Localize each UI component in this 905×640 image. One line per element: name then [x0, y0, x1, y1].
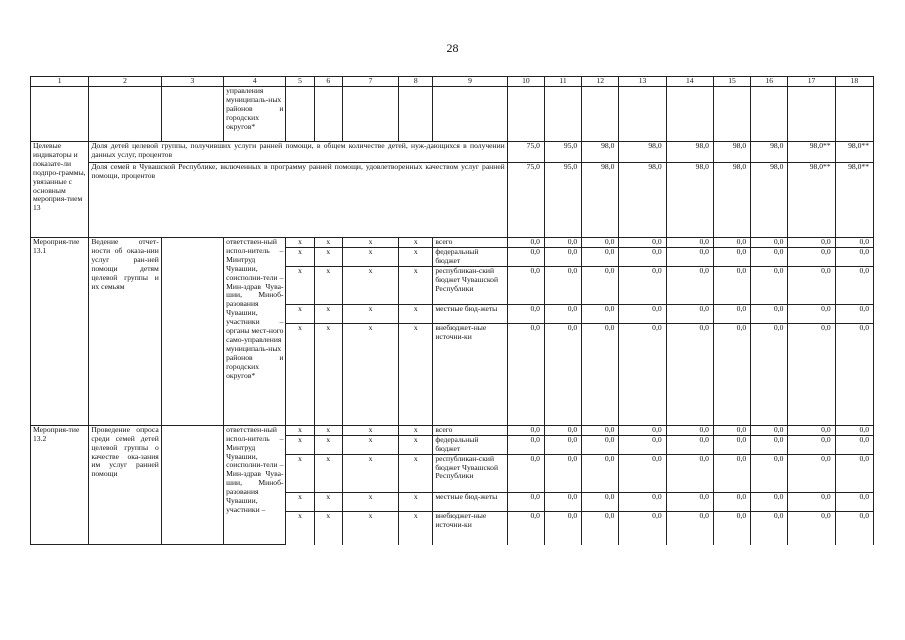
funding-value: 0,0 — [835, 511, 873, 545]
column-number-cell: 3 — [161, 77, 223, 87]
empty-cell — [89, 87, 161, 142]
funding-value: 0,0 — [619, 511, 666, 545]
mark-cell: x — [342, 323, 398, 425]
empty-cell — [31, 87, 89, 142]
indicator-value: 98,0 — [751, 163, 788, 238]
mark-cell: x — [342, 266, 398, 304]
mark-cell: x — [286, 511, 314, 545]
funding-value: 0,0 — [788, 304, 835, 323]
funding-value: 0,0 — [544, 266, 581, 304]
funding-value: 0,0 — [544, 492, 581, 511]
indicator-value: 95,0 — [544, 142, 581, 163]
empty-cell — [286, 87, 314, 142]
funding-value: 0,0 — [788, 492, 835, 511]
funding-value: 0,0 — [507, 266, 544, 304]
indicator-value: 98,0 — [713, 163, 750, 238]
column-number-cell: 7 — [342, 77, 398, 87]
funding-value: 0,0 — [582, 454, 619, 492]
funding-value: 0,0 — [835, 248, 873, 267]
funding-value: 0,0 — [619, 454, 666, 492]
funding-value: 0,0 — [582, 435, 619, 454]
mark-cell: x — [342, 425, 398, 435]
column-number-cell: 1 — [31, 77, 89, 87]
funding-value: 0,0 — [713, 304, 750, 323]
funding-value: 0,0 — [619, 435, 666, 454]
funding-value: 0,0 — [619, 266, 666, 304]
activity-executor: ответствен-ный испол-нитель – Минтруд Чувашии, соисполни-тели – Мин-здрав Чува-шии, Миноб-разования Чувашии, участники – органы мест-ного само-управления муниципаль-ных районов и городских округов* — [224, 238, 286, 426]
column-number-cell: 9 — [433, 77, 507, 87]
mark-cell: x — [314, 492, 342, 511]
indicator-label: Целевые индикаторы и показате-ли подпро-граммы, увязанные с основным мероприя-тием 13 — [31, 142, 89, 238]
funding-source: федеральный бюджет — [433, 435, 507, 454]
mark-cell: x — [399, 425, 433, 435]
indicator-value: 98,0 — [582, 142, 619, 163]
mark-cell: x — [342, 304, 398, 323]
funding-value: 0,0 — [507, 511, 544, 545]
mark-cell: x — [286, 304, 314, 323]
column-number-cell: 14 — [666, 77, 713, 87]
funding-value: 0,0 — [666, 248, 713, 267]
mark-cell: x — [399, 266, 433, 304]
funding-value: 0,0 — [713, 511, 750, 545]
funding-value: 0,0 — [544, 454, 581, 492]
funding-source: внебюджет-ные источни-ки — [433, 511, 507, 545]
mark-cell: x — [286, 425, 314, 435]
mark-cell: x — [286, 323, 314, 425]
funding-value: 0,0 — [544, 304, 581, 323]
column-number-cell: 16 — [751, 77, 788, 87]
empty-cell — [507, 87, 544, 142]
indicator-value: 98,0 — [619, 142, 666, 163]
funding-value: 0,0 — [507, 323, 544, 425]
empty-cell — [788, 87, 835, 142]
funding-value: 0,0 — [507, 492, 544, 511]
indicator-value: 98,0 — [751, 142, 788, 163]
funding-value: 0,0 — [507, 304, 544, 323]
funding-value: 0,0 — [751, 511, 788, 545]
mark-cell: x — [399, 492, 433, 511]
funding-value: 0,0 — [582, 323, 619, 425]
column-number-cell: 15 — [713, 77, 750, 87]
funding-value: 0,0 — [619, 304, 666, 323]
funding-value: 0,0 — [619, 492, 666, 511]
funding-value: 0,0 — [713, 425, 750, 435]
activity-executor: ответствен-ный испол-нитель – Минтруд Чувашии, соисполни-тели – Мин-здрав Чува-шии, Миноб-разования Чувашии, участники – — [224, 425, 286, 544]
funding-value: 0,0 — [788, 248, 835, 267]
funding-value: 0,0 — [582, 248, 619, 267]
empty-cell — [619, 87, 666, 142]
mark-cell: x — [399, 323, 433, 425]
funding-value: 0,0 — [751, 238, 788, 248]
funding-value: 0,0 — [544, 435, 581, 454]
indicator-value: 75,0 — [507, 163, 544, 238]
indicator-row — [31, 163, 874, 238]
funding-source: внебюджет-ные источни-ки — [433, 323, 507, 425]
empty-cell — [161, 87, 223, 142]
activity-label: Мероприя-тие 13.2 — [31, 425, 89, 544]
mark-cell: x — [314, 435, 342, 454]
funding-value: 0,0 — [835, 435, 873, 454]
mark-cell: x — [286, 238, 314, 248]
funding-value: 0,0 — [507, 425, 544, 435]
continuation-row — [31, 87, 874, 142]
mark-cell: x — [399, 435, 433, 454]
mark-cell: x — [314, 304, 342, 323]
activity-label: Мероприя-тие 13.1 — [31, 238, 89, 426]
funding-value: 0,0 — [619, 425, 666, 435]
indicator-value: 95,0 — [544, 163, 581, 238]
funding-value: 0,0 — [788, 511, 835, 545]
column-number-cell: 11 — [544, 77, 581, 87]
funding-value: 0,0 — [788, 323, 835, 425]
funding-value: 0,0 — [666, 238, 713, 248]
mark-cell: x — [342, 511, 398, 545]
funding-value: 0,0 — [713, 266, 750, 304]
empty-cell — [582, 87, 619, 142]
funding-value: 0,0 — [751, 435, 788, 454]
mark-cell: x — [314, 511, 342, 545]
empty-cell — [713, 87, 750, 142]
funding-value: 0,0 — [544, 425, 581, 435]
funding-row — [31, 425, 874, 435]
mark-cell: x — [399, 304, 433, 323]
funding-value: 0,0 — [713, 435, 750, 454]
program-table — [30, 76, 874, 545]
mark-cell: x — [314, 425, 342, 435]
column-number-cell: 2 — [89, 77, 161, 87]
mark-cell: x — [399, 454, 433, 492]
funding-value: 0,0 — [788, 425, 835, 435]
funding-value: 0,0 — [507, 248, 544, 267]
empty-cell — [399, 87, 433, 142]
activity-empty-cell — [161, 425, 223, 544]
funding-value: 0,0 — [582, 511, 619, 545]
funding-value: 0,0 — [582, 238, 619, 248]
indicator-text: Доля семей в Чувашской Республике, включенных в программу ранней помощи, удовлетворенных качеством услуг ранней помощи, процентов — [89, 163, 507, 238]
indicator-value: 98,0 — [582, 163, 619, 238]
activity-name: Проведение опроса среди семей детей целевой группы о качестве ока-зания им услуг ранней помощи — [89, 425, 161, 544]
funding-value: 0,0 — [835, 323, 873, 425]
indicator-value: 98,0** — [835, 163, 873, 238]
funding-value: 0,0 — [835, 454, 873, 492]
column-number-cell: 6 — [314, 77, 342, 87]
indicator-row — [31, 142, 874, 163]
mark-cell: x — [399, 248, 433, 267]
funding-value: 0,0 — [713, 492, 750, 511]
mark-cell: x — [342, 238, 398, 248]
indicator-text: Доля детей целевой группы, получивших услуги ранней помощи, в общем количестве детей, нуж-дающихся в получении данных услуг, процентов — [89, 142, 507, 163]
column-number-cell: 12 — [582, 77, 619, 87]
indicator-value: 98,0 — [713, 142, 750, 163]
mark-cell: x — [342, 435, 398, 454]
empty-cell — [314, 87, 342, 142]
funding-value: 0,0 — [582, 266, 619, 304]
funding-value: 0,0 — [835, 425, 873, 435]
mark-cell: x — [342, 454, 398, 492]
funding-value: 0,0 — [835, 238, 873, 248]
indicator-value: 75,0 — [507, 142, 544, 163]
indicator-value: 98,0 — [666, 163, 713, 238]
funding-value: 0,0 — [619, 248, 666, 267]
funding-value: 0,0 — [751, 492, 788, 511]
empty-cell — [544, 87, 581, 142]
empty-cell — [666, 87, 713, 142]
mark-cell: x — [399, 511, 433, 545]
column-number-cell: 4 — [224, 77, 286, 87]
mark-cell: x — [399, 238, 433, 248]
funding-value: 0,0 — [582, 304, 619, 323]
empty-cell — [433, 87, 507, 142]
column-number-cell: 8 — [399, 77, 433, 87]
column-number-cell: 13 — [619, 77, 666, 87]
mark-cell: x — [342, 248, 398, 267]
funding-value: 0,0 — [751, 304, 788, 323]
funding-value: 0,0 — [713, 248, 750, 267]
mark-cell: x — [286, 248, 314, 267]
funding-value: 0,0 — [751, 425, 788, 435]
funding-value: 0,0 — [507, 454, 544, 492]
mark-cell: x — [286, 454, 314, 492]
funding-value: 0,0 — [713, 238, 750, 248]
funding-value: 0,0 — [788, 238, 835, 248]
funding-value: 0,0 — [713, 323, 750, 425]
column-number-row — [31, 77, 874, 87]
executor-cell: управления муниципаль-ных районов и городских округов* — [224, 87, 286, 142]
funding-value: 0,0 — [751, 266, 788, 304]
column-number-cell: 5 — [286, 77, 314, 87]
funding-source: всего — [433, 238, 507, 248]
funding-value: 0,0 — [544, 323, 581, 425]
indicator-value: 98,0** — [835, 142, 873, 163]
funding-value: 0,0 — [788, 454, 835, 492]
funding-value: 0,0 — [751, 454, 788, 492]
funding-source: всего — [433, 425, 507, 435]
mark-cell: x — [286, 266, 314, 304]
funding-value: 0,0 — [666, 454, 713, 492]
empty-cell — [835, 87, 873, 142]
indicator-value: 98,0 — [666, 142, 713, 163]
activity-empty-cell — [161, 238, 223, 426]
funding-value: 0,0 — [582, 492, 619, 511]
funding-value: 0,0 — [544, 238, 581, 248]
indicator-value: 98,0 — [619, 163, 666, 238]
column-number-cell: 17 — [788, 77, 835, 87]
funding-value: 0,0 — [582, 425, 619, 435]
funding-value: 0,0 — [507, 238, 544, 248]
funding-value: 0,0 — [666, 323, 713, 425]
funding-value: 0,0 — [619, 323, 666, 425]
funding-value: 0,0 — [835, 266, 873, 304]
funding-source: местные бюд-жеты — [433, 304, 507, 323]
mark-cell: x — [314, 323, 342, 425]
mark-cell: x — [314, 266, 342, 304]
funding-source: республикан-ский бюджет Чувашской Республики — [433, 266, 507, 304]
mark-cell: x — [342, 492, 398, 511]
funding-source: республикан-ский бюджет Чувашской Республики — [433, 454, 507, 492]
funding-value: 0,0 — [835, 492, 873, 511]
indicator-value: 98,0** — [788, 142, 835, 163]
mark-cell: x — [314, 248, 342, 267]
page-number: 28 — [446, 41, 459, 55]
funding-value: 0,0 — [713, 454, 750, 492]
funding-value: 0,0 — [666, 304, 713, 323]
funding-value: 0,0 — [788, 266, 835, 304]
funding-value: 0,0 — [666, 435, 713, 454]
column-number-cell: 10 — [507, 77, 544, 87]
funding-value: 0,0 — [751, 323, 788, 425]
funding-value: 0,0 — [788, 435, 835, 454]
funding-source: местные бюд-жеты — [433, 492, 507, 511]
funding-value: 0,0 — [544, 248, 581, 267]
mark-cell: x — [314, 238, 342, 248]
funding-value: 0,0 — [666, 511, 713, 545]
funding-value: 0,0 — [835, 304, 873, 323]
mark-cell: x — [314, 454, 342, 492]
empty-cell — [751, 87, 788, 142]
funding-value: 0,0 — [666, 425, 713, 435]
funding-source: федеральный бюджет — [433, 248, 507, 267]
funding-row — [31, 238, 874, 248]
empty-cell — [342, 87, 398, 142]
funding-value: 0,0 — [507, 435, 544, 454]
funding-value: 0,0 — [666, 266, 713, 304]
funding-value: 0,0 — [619, 238, 666, 248]
funding-value: 0,0 — [751, 248, 788, 267]
activity-name: Ведение отчет-ности об оказа-нии услуг ран-ней помощи детям целевой группы и их семьям — [89, 238, 161, 426]
column-number-cell: 18 — [835, 77, 873, 87]
indicator-value: 98,0** — [788, 163, 835, 238]
funding-value: 0,0 — [544, 511, 581, 545]
mark-cell: x — [286, 435, 314, 454]
mark-cell: x — [286, 492, 314, 511]
funding-value: 0,0 — [666, 492, 713, 511]
